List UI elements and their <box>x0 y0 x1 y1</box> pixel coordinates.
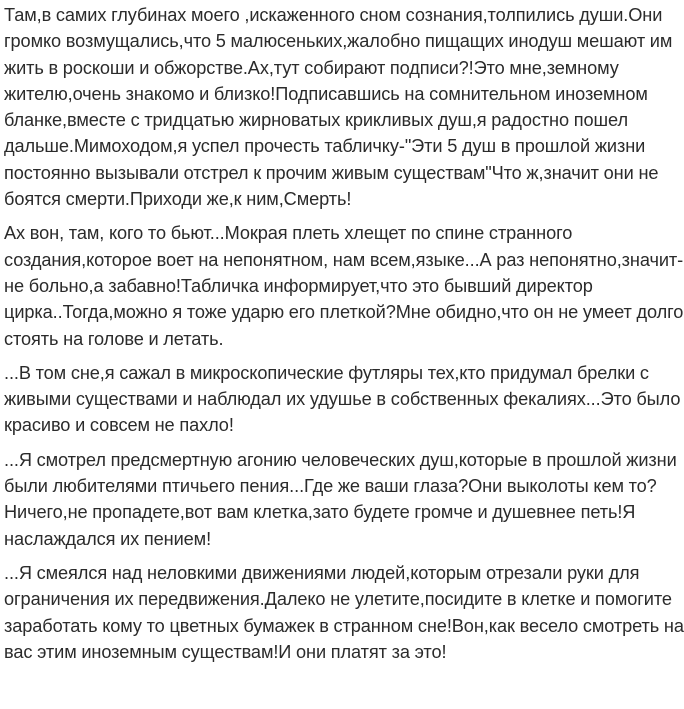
paragraph-2: Ах вон, там, кого то бьют...Мокрая плеть хлещет по спине странного создания,которое воет на непонятном, нам всем,языке...А раз непонятно,значит-не больно,а забавно!Табличка информирует,что это бывший директор цирка..Тогда,можно я тоже ударю его плеткой?Мне обидно,что он не умеет долго стоять на голове и летать. <box>4 223 684 349</box>
paragraph-5: ...Я смеялся над неловкими движениями людей,которым отрезали руки для ограничения их передвижения.Далеко не улетите,посидите в клетке и помогите заработать кому то цветных бумажек в странном сне!Вон,как весело смотреть на вас этим иноземным существам!И они платят за это! <box>4 562 684 662</box>
paragraph-1: Там,в самих глубинах моего ,искаженного сном сознания,толпились души.Они громко возмущались,что 5 малюсеньких,жалобно пищащих инодуш мешают им жить в роскоши и обжорстве.Ах,тут собирают подписи?!Это мне,земному жителю,очень знакомо и близко!Подписавшись на сомнительном иноземном бланке,вместе с тридцатью жирноватых крикливых душ,я радостно пошел дальше.Мимоходом,я успел прочесть табличку-"Эти 5 душ в прошлой жизни постоянно вызывали отстрел к прочим живым существам"Что ж,значит они не боятся смерти.Приходи же,к ним,Смерть! <box>4 5 673 210</box>
paragraph-3: ...В том сне,я сажал в микроскопические футляры тех,кто придумал брелки с живыми существами и наблюдал их удушье в собственных фекалиях...Это было красиво и совсем не пахло! <box>4 362 681 436</box>
paragraph-4: ...Я смотрел предсмертную агонию человеческих душ,которые в прошлой жизни были любителями птичьего пения...Где же ваши глаза?Они выколоты кем то?Ничего,не пропадете,вот вам клетка,зато будете громче и душевнее петь!Я наслаждался их пением! <box>4 449 677 549</box>
